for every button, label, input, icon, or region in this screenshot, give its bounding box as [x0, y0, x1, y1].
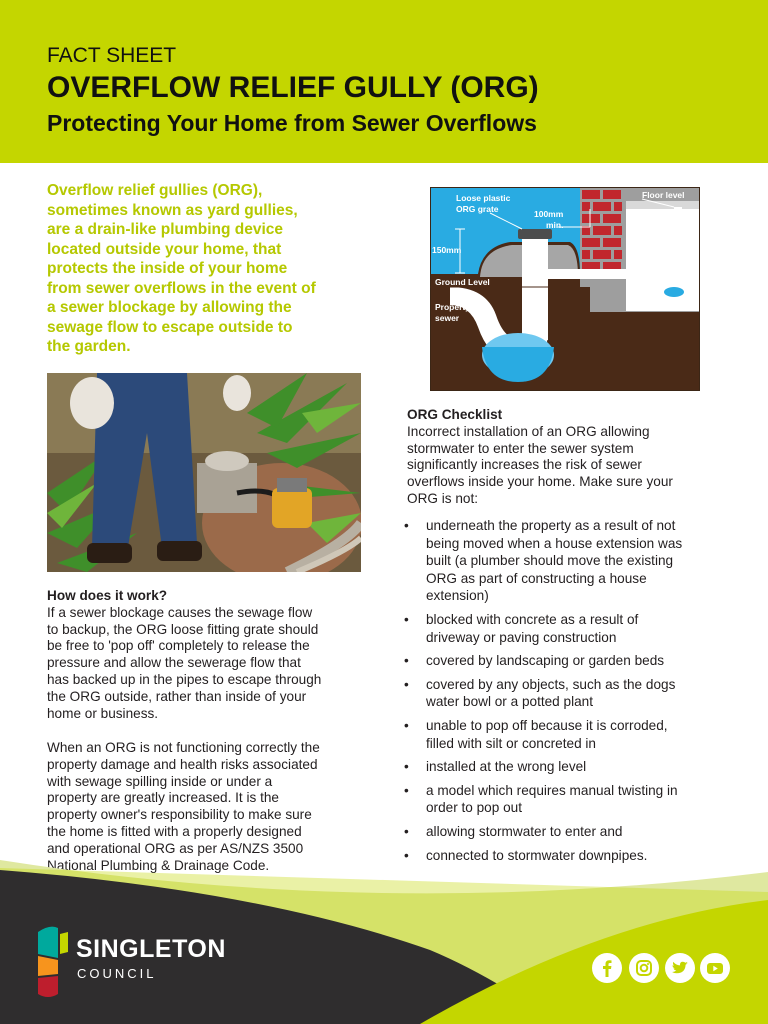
list-item-line: water bowl or a potted plant — [426, 694, 594, 710]
list-item-line: driveway or paving construction — [426, 629, 617, 645]
list-item — [401, 652, 726, 670]
list-item-line: • connected to stormwater downpipes. — [426, 847, 648, 863]
list-item-line: • unable to pop off because it is corroded, — [426, 717, 668, 733]
logo-wordmark: SINGLETON — [76, 935, 226, 963]
list-item-line: ORG as part of constructing a house — [426, 570, 647, 586]
plumber-photo — [47, 373, 361, 572]
list-item — [401, 517, 726, 605]
list-item-line: • blocked with concrete as a result of — [426, 611, 639, 627]
intro-paragraph — [47, 181, 347, 357]
how-line: If a sewer blockage causes the sewage flow — [47, 604, 313, 620]
checklist-intro-line: significantly increases the risk of sewer — [407, 457, 642, 473]
twitter-icon[interactable] — [665, 953, 695, 983]
resp-line: property damage and health risks associated — [47, 756, 318, 772]
list-item — [401, 758, 726, 776]
resp-line: National Plumbing & Drainage Code. — [47, 857, 270, 873]
list-item-line: being moved when a house extension was — [426, 535, 683, 551]
resp-line: When an ORG is not functioning correctly the — [47, 740, 320, 755]
intro-line: from sewer overflows in the event of — [47, 279, 316, 297]
list-item-line: • installed at the wrong level — [426, 759, 587, 775]
resp-line: with sewage spilling inside or under a — [47, 773, 273, 789]
how-it-works-section — [47, 588, 367, 722]
list-item-line: order to pop out — [426, 800, 522, 816]
checklist-items — [401, 517, 726, 870]
diagram-label-grate: ORG grate — [456, 204, 499, 214]
list-item-line: built (a plumber should move the existing — [426, 553, 674, 569]
diagram-label-floor: Floor level — [642, 190, 685, 200]
intro-line: Overflow relief gullies (ORG), — [47, 182, 263, 199]
how-line: the ORG outside, rather than inside of your — [47, 688, 307, 704]
list-item — [401, 823, 726, 841]
checklist-intro-line: stormwater to enter the sewer system — [407, 440, 634, 456]
singleton-logo-mark — [34, 924, 72, 1000]
intro-line: sewage flow to escape outside to — [47, 318, 293, 336]
intro-line: are a drain-like plumbing device — [47, 221, 284, 238]
diagram-label-grate: Loose plastic — [456, 193, 511, 203]
resp-line: property are greatly increased. It is the — [47, 790, 279, 806]
header-banner — [0, 0, 768, 163]
diagram-label-sewer: Property — [435, 302, 470, 312]
diagram-label-ground: Ground Level — [435, 277, 490, 287]
how-line: has backed up in the pipes to escape through — [47, 671, 322, 687]
facebook-icon[interactable] — [592, 953, 622, 983]
resp-line: and operational ORG as per AS/NZS 3500 — [47, 840, 304, 856]
how-line: home or business. — [47, 705, 159, 721]
list-item-line: • covered by any objects, such as the dogs — [426, 676, 676, 692]
page-title: OVERFLOW RELIEF GULLY (ORG) — [47, 71, 539, 104]
resp-line: property owner's responsibility to make sure — [47, 807, 312, 823]
list-item — [401, 717, 726, 752]
resp-line: the home is fitted with a properly designed — [47, 823, 302, 839]
list-item-line: • a model which requires manual twisting in — [426, 782, 678, 798]
page-subtitle: Protecting Your Home from Sewer Overflows — [47, 110, 537, 136]
how-line: pressure and allow the sewerage flow that — [47, 655, 301, 671]
checklist-section — [407, 407, 727, 508]
list-item-line: • covered by landscaping or garden beds — [426, 653, 665, 669]
instagram-icon[interactable] — [629, 953, 659, 983]
youtube-icon[interactable] — [700, 953, 730, 983]
list-item-line: • underneath the property as a result of not — [426, 518, 676, 533]
logo-subtitle: COUNCIL — [77, 966, 157, 981]
checklist-heading: ORG Checklist — [407, 407, 503, 422]
list-item-line: extension) — [426, 588, 489, 604]
intro-line: a sewer blockage by allowing the — [47, 299, 292, 316]
org-diagram — [430, 187, 700, 391]
diagram-label-height: 150mm — [432, 245, 462, 255]
intro-line: protects the inside of your home — [47, 260, 288, 277]
intro-line: the garden. — [47, 338, 131, 355]
diagram-label-sewer: sewer — [435, 313, 460, 323]
list-item-line: • allowing stormwater to enter and — [426, 823, 623, 839]
checklist-intro-line: Incorrect installation of an ORG allowing — [407, 423, 650, 439]
diagram-label-min: min. — [546, 220, 564, 230]
list-item-line: filled with silt or concreted in — [426, 735, 596, 751]
responsibility-paragraph — [47, 740, 367, 874]
checklist-intro-line: overflows inside your home. Make sure your — [407, 474, 673, 490]
list-item — [401, 782, 726, 817]
list-item — [401, 611, 726, 646]
intro-line: sometimes known as yard gullies, — [47, 201, 298, 219]
checklist-intro-line: ORG is not: — [407, 490, 479, 506]
fact-sheet-label: FACT SHEET — [47, 44, 177, 67]
how-line: be free to 'pop off' completely to release the — [47, 638, 310, 654]
intro-line: located outside your home, that — [47, 240, 282, 258]
how-it-works-heading: How does it work? — [47, 588, 168, 603]
diagram-label-min: 100mm — [534, 209, 564, 219]
how-line: to backup, the ORG loose fitting grate should — [47, 621, 319, 637]
list-item — [401, 676, 726, 711]
